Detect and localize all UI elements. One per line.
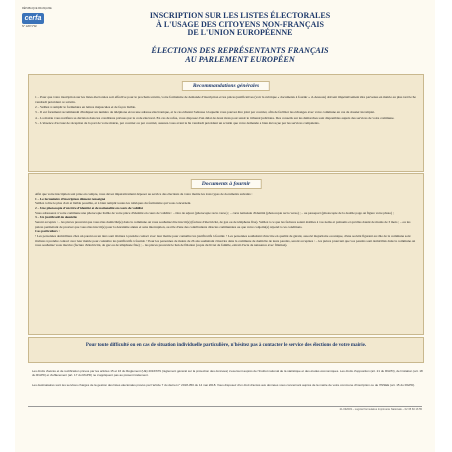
title-line: DE L'UNION EUROPÉENNE bbox=[187, 28, 293, 38]
legal-notice: Les destinataires sont les services chargés de la gestion des listes électorales prévus par l'article 7 du décret n° 2018-350 du 14 mai 2018. Vous disposez d'un droit d'accès aux données vous concernant auprès de la mairie de votre commune d'inscription ou de l'INSEE (art. 15 du RGPD). bbox=[32, 383, 416, 387]
documents-intro: Afin que votre inscription soit prise en compte, vous devez impérativement déposer au service des élections de votre mairie les trois types de documents suivants : bbox=[35, 192, 253, 196]
document-section-title: 1 – Le formulaire d'inscription dûment renseigné bbox=[35, 196, 106, 201]
document-section-text: Seront acceptés : – les pièces prouvant que vous êtes domicilié(e) dans la commune où vous souhaitez être inscrit(e) (facture d'électricité, de gaz ou de téléphone fixe). Veillez à ce que les factures soient établies à vos noms et prénoms et qu'elles datent de moins de 3 mois ; – ou les pièces permettant de prouver que vous êtes inscrit(e) pour la deuxième année et sans interruption, au rôle d'une des contributions directes communales ou que votre conjoint(e) répond à ces conditions. bbox=[35, 219, 411, 229]
document-section-title: 3 – Un justificatif de domicile bbox=[35, 215, 77, 220]
subtitle-line: AU PARLEMENT EUROPÉEN bbox=[185, 54, 295, 64]
recommendation-item: 3 – Il est fortement recommandé d'indiquer un numéro de téléphone et/ou une adresse électronique, et le cas échéant l'adresse à laquelle vous pouvez être joint par courrier, afin de faciliter les échanges avec votre commune en cas de dossier incomplet. bbox=[35, 110, 375, 115]
title-line: À L'USAGE DES CITOYENS NON-FRANÇAIS bbox=[156, 19, 324, 29]
recommendation-item: 5 – L'absence d'accusé de réception de la part de votre mairie, par courrier ou par courriel, assurez-vous avant le 6e vendredi précédent un scrutin que votre demande a bien été reçue par les services compétents. bbox=[35, 120, 320, 125]
document-section-title: 2 – Une photocopie d'un titre d'identité et de nationalité en cours de validité bbox=[35, 205, 143, 210]
recommendation-item: 4 – La mairie vous notifiera sa décision dans les conditions prévues par le code électoral. En cas de refus, vous disposez d'un délai de deux mois pour saisir le tribunal judiciaire. Des conseils sur les démarches sont disponibles auprès des services de votre commune. bbox=[35, 115, 395, 120]
document-section-title: Cas particuliers : bbox=[35, 229, 60, 234]
cerfa-number: N° 12671*02 bbox=[22, 24, 37, 28]
footer-divider bbox=[28, 406, 422, 407]
difficulty-box bbox=[28, 337, 424, 363]
recommendations-heading: Recommandations générales bbox=[182, 81, 270, 91]
title-line: INSCRIPTION SUR LES LISTES ÉLECTORALES bbox=[149, 11, 331, 20]
document-section-text: Veillez à être le plus clair et lisible possible, et à bien remplir toutes les rubriques du formulaire qui vous concernent. bbox=[35, 201, 192, 206]
document-section-text: Vous adresserez à votre commune une photocopie lisible de votre pièce d'identité en cours de validité : – titre de séjour (photocopie recto verso) ; – carte nationale d'identité (photocopie recto verso) ; – ou passeport (photocopie de la double page où figure votre photo) ; bbox=[35, 210, 394, 215]
cerfa-logo: cerfa bbox=[22, 13, 44, 24]
recommendation-item: 1 – Pour que votre inscription sur les listes électorales soit effective pour le prochain scrutin, votre formulaire de demande d'inscription et les pièces justificatives (voir la rubrique « documents à fournir » ci-dessous) doivent impérativement être parvenus en mairie au plus tard le 6e vendredi précédent ce scrutin. bbox=[35, 95, 416, 105]
recommendations-box bbox=[28, 74, 424, 172]
documents-heading: Documents à fournir bbox=[191, 179, 262, 189]
documents-box bbox=[28, 173, 424, 335]
subtitle-line: ÉLECTIONS DES REPRÉSENTANTS FRANÇAIS bbox=[151, 45, 329, 55]
header-left bbox=[22, 8, 52, 28]
printer-reference: 21.032003 – Logiciel formulaires Imprimerie Nationale – 02 35 60 16 55 bbox=[339, 408, 422, 411]
difficulty-note: Pour toute difficulté ou en cas de situation individuelle particulière, n'hésitez pas à contacter le service des élections de votre mairie. bbox=[85, 343, 367, 348]
republique-label: RÉPUBLIQUE FRANÇAISE bbox=[22, 7, 52, 10]
page-title bbox=[90, 12, 390, 64]
legal-notice: Les droits d'accès et de rectification prévus par les articles 15 et 16 du Règlement (UE) 2016/679 (règlement général sur la protection des données) s'exercent auprès de l'Institut national de la statistique et des études économiques. Les droits d'opposition (art. 21 du RGPD), de limitation (art. 18 du RGPD) et d'effacement (art. 17 du RGPD) ne s'appliquent pas au présent traitement. bbox=[32, 369, 423, 377]
recommendation-item: 2 – Veillez à remplir le formulaire en lettres majuscules et de façon lisible. bbox=[35, 105, 136, 110]
document-section-text: • Les personnes domiciliées chez un parent ou un tiers sont invitées à prendre contact avec leur mairie pour connaître les justificatifs à fournir. • Les personnes souhaitant s'inscrire en qualité de gérant, associé majoritaire ou unique, d'une société figurant au rôle de la commune sont invitées à prendre contact avec leur mairie pour connaître les justificatifs à fournir. • Pour les personnes de moins de 26 ans souhaitant s'inscrire dans la commune de domicile de leurs parents, seront acceptées : – les pièces prouvant que vos parents sont domiciliés dans la commune où vous souhaitez vous inscrire (facture d'électricité, de gaz ou de téléphone fixe) ; – les pièces prouvant le lien de filiation (copie du livret de famille, extrait d'acte de naissance avec filiation). bbox=[35, 233, 416, 248]
